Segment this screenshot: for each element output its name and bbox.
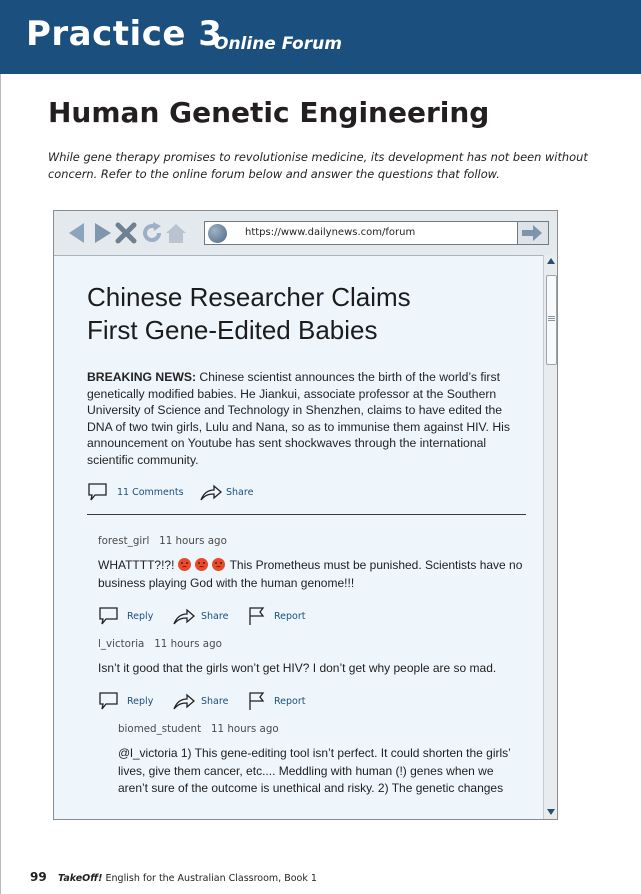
comment-meta — [98, 638, 222, 650]
speech-bubble-icon — [87, 482, 109, 502]
breaking-news-label: BREAKING NEWS: — [87, 370, 197, 384]
flag-icon — [248, 606, 266, 626]
comments-divider — [87, 514, 526, 515]
scroll-up-icon[interactable] — [546, 257, 556, 265]
browser-window — [53, 210, 558, 820]
practice-label: Practice 3 — [26, 14, 223, 54]
angry-face-icon — [178, 558, 191, 571]
comments-count: 11 Comments — [117, 487, 184, 498]
comment-time: 11 hours ago — [159, 535, 227, 547]
speech-bubble-icon — [98, 691, 120, 711]
comment-username[interactable]: l_victoria — [98, 638, 145, 650]
address-bar[interactable] — [204, 221, 549, 245]
headline-line-1: Chinese Researcher Claims — [87, 282, 411, 312]
comment-meta — [118, 723, 279, 735]
page-title: Human Genetic Engineering — [48, 96, 490, 129]
refresh-icon[interactable] — [140, 221, 164, 245]
footer-book-title: TakeOff! English for the Australian Classroom, Book 1 — [58, 873, 317, 884]
back-arrow-icon[interactable] — [66, 221, 90, 245]
home-icon[interactable] — [164, 221, 188, 245]
stop-icon[interactable] — [114, 221, 138, 245]
share-arrow-icon — [172, 606, 196, 626]
comment-time: 11 hours ago — [210, 723, 279, 735]
scrollbar-thumb[interactable] — [546, 275, 557, 365]
share-arrow-icon — [172, 691, 196, 711]
scroll-down-icon[interactable] — [546, 808, 556, 816]
comment-text: Isn’t it good that the girls won’t get HIV? I don’t get why people are so mad. — [98, 661, 497, 675]
globe-icon — [208, 224, 227, 243]
article-text: Chinese scientist announces the birth of the world’s first genetically modified babies. He Jiankui, associate professor at the Southern University of Science and Technology in Shenzhen, claims to have edited the DNA of two twin girls, Lulu and Nana, so as to immunise them against HIV. His announcement on Youtube has sent shockwaves through the international scientific community. — [87, 370, 510, 467]
angry-face-icon — [212, 558, 225, 571]
go-button[interactable] — [517, 222, 548, 244]
share-arrow-icon — [199, 482, 223, 502]
flag-icon — [248, 691, 266, 711]
speech-bubble-icon — [98, 606, 120, 626]
article-headline — [87, 281, 527, 347]
forward-arrow-icon[interactable] — [90, 221, 114, 245]
page-number: 99 — [30, 870, 47, 884]
go-arrow-icon — [518, 222, 546, 244]
forum-content: Chinese Researcher Claims First Gene-Edited Babies BREAKING NEWS: Chinese scientist announces the birth of the world’s first genetically modified babies. He Jiankui, associate professor at the Southern University of Science and Technology in Shenzhen, claims to have edited the DNA of two twin girls, Lulu and Nana, so as to immunise them against HIV. His announcement on Youtube has sent shockwaves through the international scientific community. 11 Comments Share forest_girl 11 hours ago WHATTTT?!?! This Prometheus must be punished. Scientists have no business playing God with the human genome!!! Reply Share Report l_victoria 11 hours ago Isn’t it good that the girls won’t get HIV? I don’t get why people are so mad. Reply Share Report biomed_student 11 hours ago @l_victoria 1) This gene-editing tool isn’t perfect. It could shorten the girls’ lives, give them cancer, etc.... Meddling with human (!) genes when we aren’t sure of the outcome is unethical and risky. 2) The genetic changes — [54, 255, 543, 819]
headline-line-2: First Gene-Edited Babies — [87, 315, 378, 345]
comment-text: WHATTTT?!?! This Prometheus must be punished. Scientists have no business playing God with the human genome!!! — [98, 558, 523, 590]
comment-meta — [98, 535, 227, 547]
intro-text: While gene therapy promises to revolutionise medicine, its development has not been without concern. Refer to the online forum below and answer the questions that follow. — [48, 150, 588, 181]
comment-time: 11 hours ago — [154, 638, 222, 650]
comment-username[interactable]: biomed_student — [118, 723, 202, 735]
share-label: Share — [226, 487, 254, 498]
comment-username[interactable]: forest_girl — [98, 535, 150, 547]
section-subtitle: Online Forum — [214, 34, 342, 54]
browser-toolbar — [54, 211, 557, 256]
page-edge — [0, 74, 1, 894]
url-text: https://www.dailynews.com/forum — [245, 227, 416, 238]
vertical-scrollbar[interactable] — [543, 255, 558, 819]
page-header — [0, 0, 641, 74]
article-body — [87, 369, 517, 469]
angry-face-icon — [195, 558, 208, 571]
comment-text: @l_victoria 1) This gene-editing tool isn’t perfect. It could shorten the girls’ lives, give them cancer, etc.... Meddling with human (!) genes when we aren’t sure of the outcome is unethical and risky. 2) The genetic changes — [118, 746, 511, 795]
